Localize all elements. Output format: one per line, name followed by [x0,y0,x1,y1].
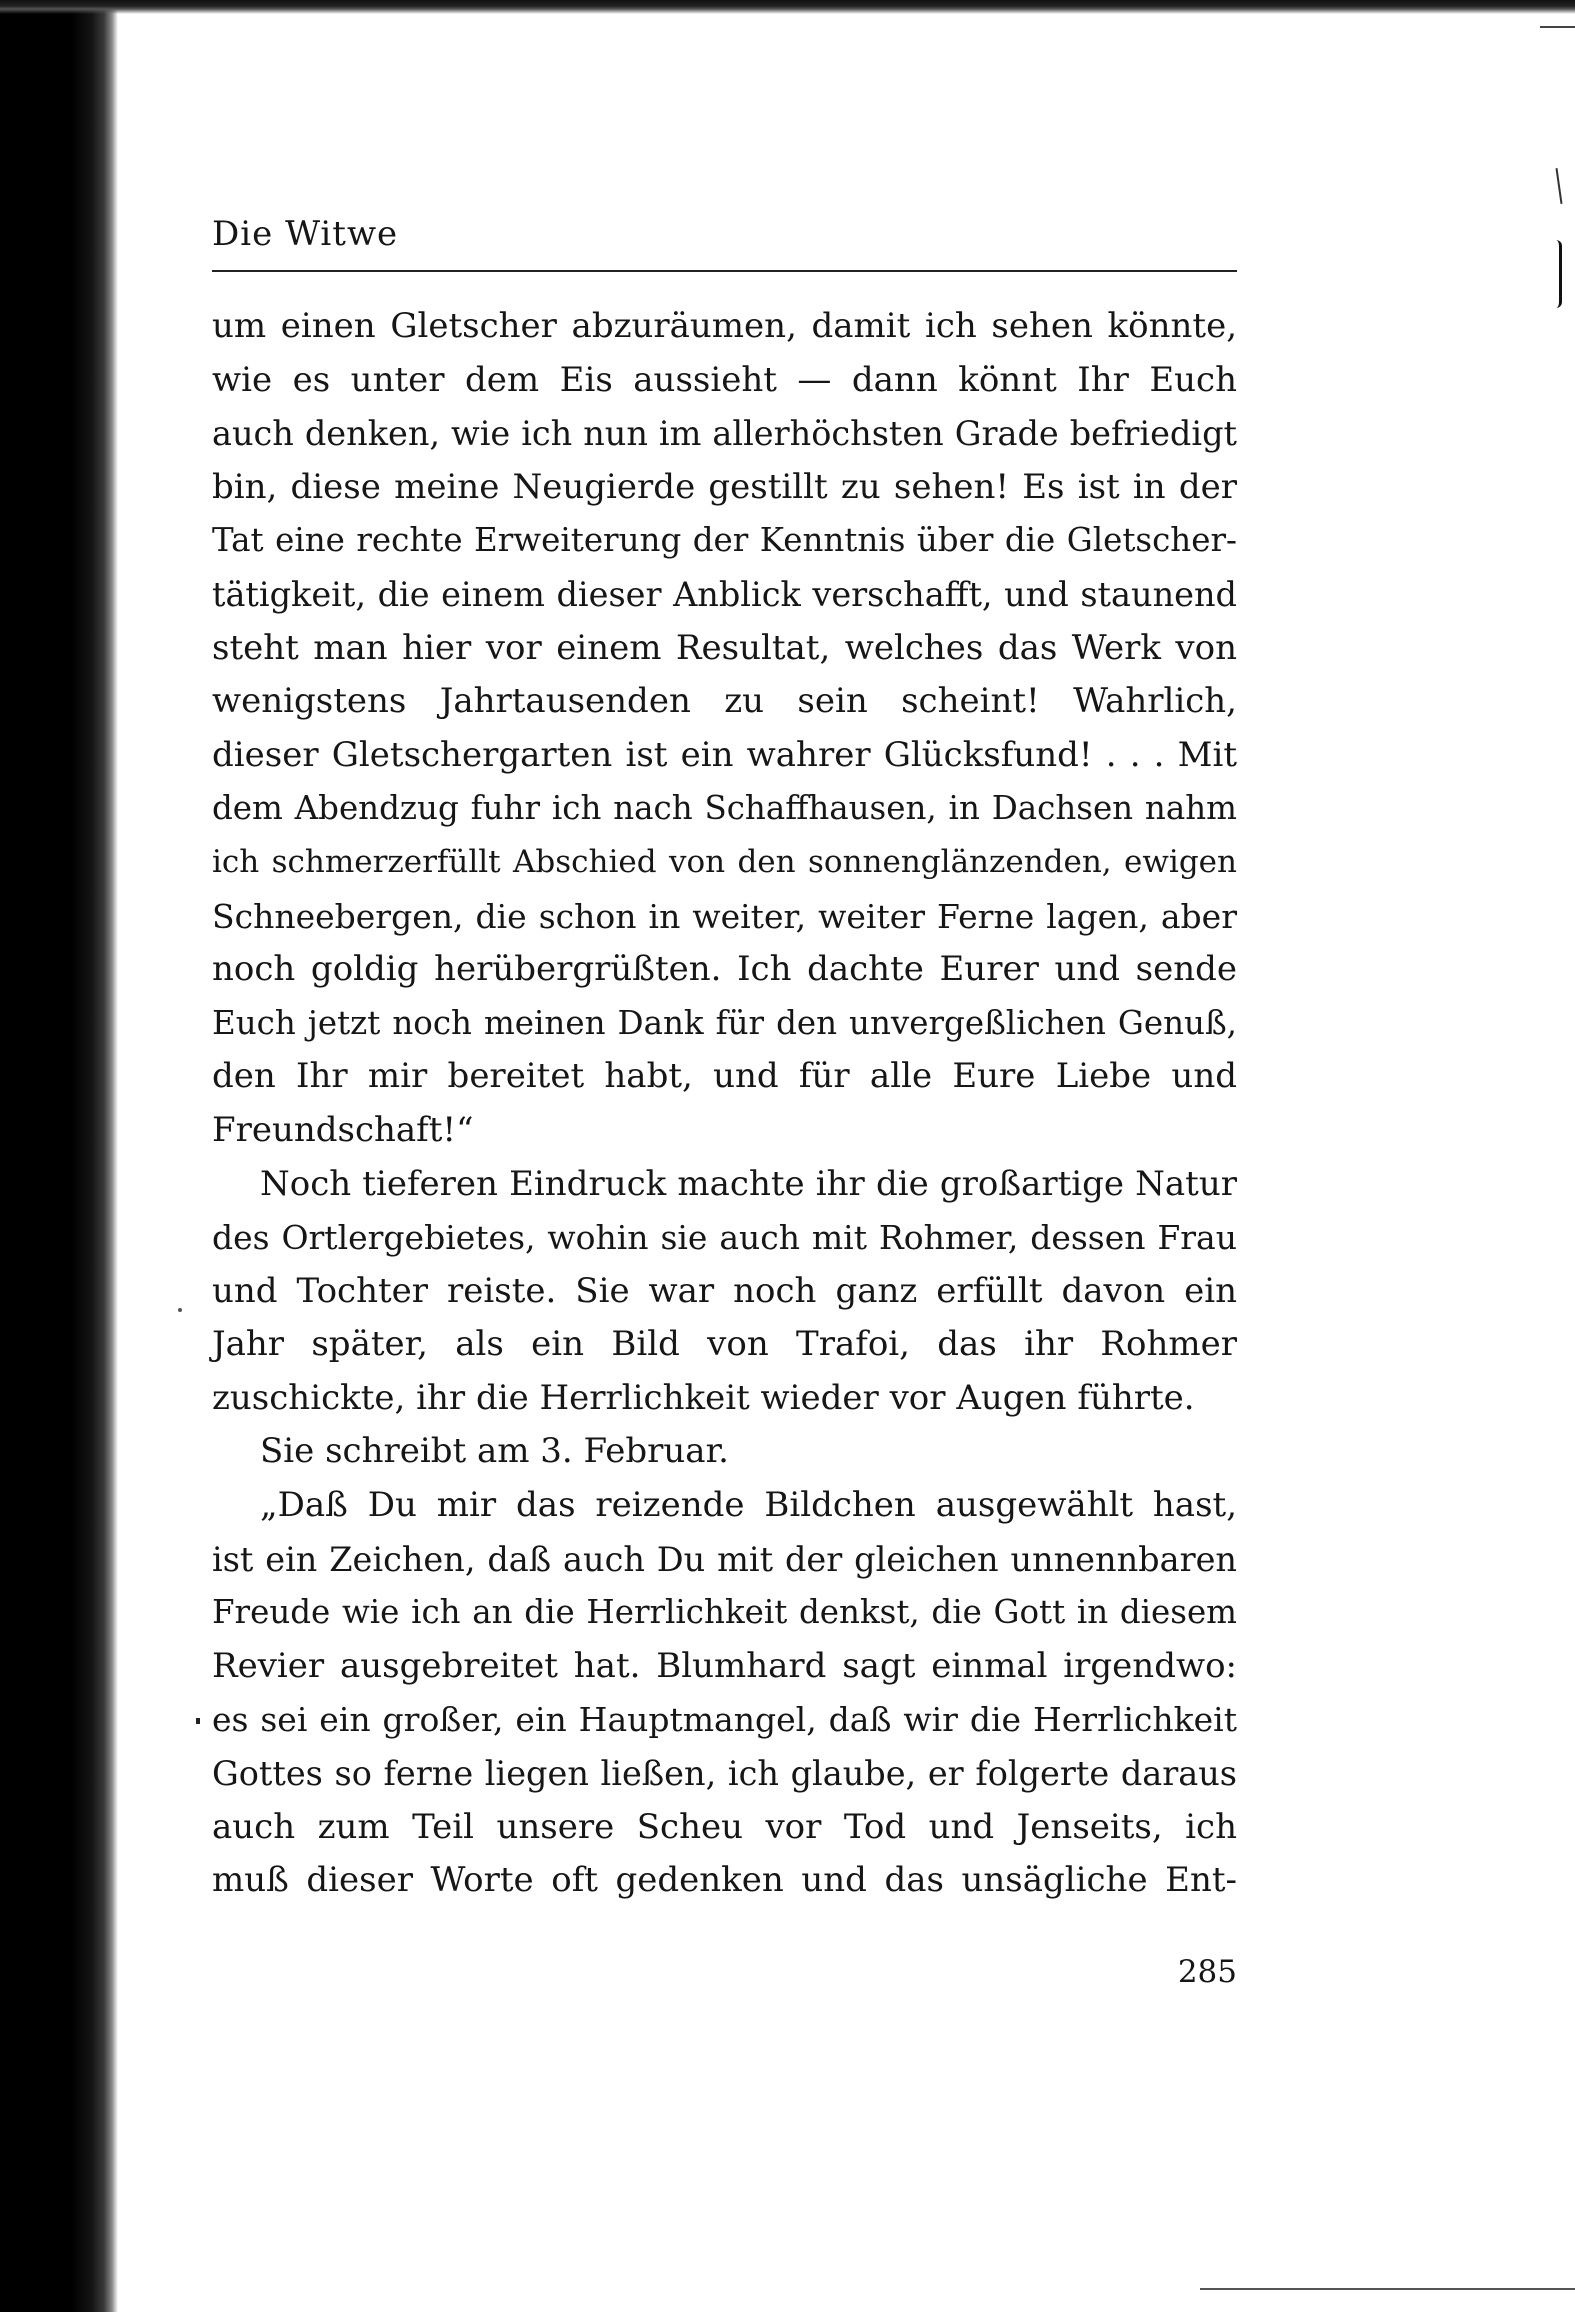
text-line: dem Abendzug fuhr ich nach Schaffhausen, in Dachsen nahm [212,789,1237,828]
text-line: tätigkeit, die einem dieser Anblick verschafft, und staunend [212,574,1237,614]
text-line: Sie schreibt am 3. Februar. [260,1431,729,1472]
text-line: auch zum Teil unsere Scheu vor Tod und Jenseits, ich [212,1806,1237,1847]
text-line: Noch tieferen Eindruck machte ihr die großartige Natur [260,1163,1237,1204]
text-line: auch denken, wie ich nun im allerhöchsten Grade befriedigt [212,414,1237,454]
page-top-edge [0,0,1575,14]
text-line: Revier ausgebreitet hat. Blumhard sagt einmal irgendwo: [212,1645,1237,1686]
body-text [212,300,1237,1908]
text-line: Tat eine rechte Erweiterung der Kenntnis über die Gletscher- [212,521,1237,560]
text-line: Jahr später, als ein Bild von Trafoi, das ihr Rohmer [212,1324,1237,1365]
book-binding-shadow [0,0,118,2312]
text-line: zuschickte, ihr die Herrlichkeit wieder vor Augen führte. [212,1377,1195,1418]
text-line: steht man hier vor einem Resultat, welches das Werk von [212,627,1237,668]
text-line: wie es unter dem Eis aussieht — dann könnt Ihr Euch [212,359,1237,400]
scan-bottom-edge-mark [1200,2288,1575,2290]
text-line: dieser Gletschergarten ist ein wahrer Glücksfund! . . . Mit [212,734,1237,775]
text-line: ist ein Zeichen, daß auch Du mit der gleichen unnennbaren [212,1539,1237,1579]
margin-tick-mark [196,1718,200,1724]
text-line: es sei ein großer, ein Hauptmangel, daß wir die Herrlichkeit [212,1700,1237,1740]
scan-speck [178,1308,182,1312]
running-head: Die Witwe [212,214,399,254]
text-line: des Ortlergebietes, wohin sie auch mit Rohmer, dessen Frau [212,1218,1237,1258]
text-line: um einen Gletscher abzuräumen, damit ich sehen könnte, [212,306,1237,346]
text-line: den Ihr mir bereitet habt, und für alle Eure Liebe und [212,1056,1237,1097]
text-line: bin, diese meine Neugierde gestillt zu sehen! Es ist in der [212,466,1237,507]
text-line: Gottes so ferne liegen ließen, ich glaube, er folgerte daraus [212,1754,1237,1794]
text-line: ich schmerzerfüllt Abschied von den sonnenglänzenden, ewigen [212,843,1237,880]
text-line: „Daß Du mir das reizende Bildchen ausgewählt hast, [260,1485,1237,1526]
text-line: Euch jetzt noch meinen Dank für den unvergeßlichen Genuß, [212,1003,1237,1042]
text-line: wenigstens Jahrtausenden zu sein scheint! Wahrlich, [212,681,1237,722]
text-line: Freude wie ich an die Herrlichkeit denkst, die Gott in diesem [212,1593,1237,1632]
header-rule [212,270,1237,272]
margin-pencil-mark [1556,168,1563,204]
text-line: Freundschaft!“ [212,1109,474,1150]
text-line: Schneebergen, die schon in weiter, weiter Ferne lagen, aber [212,896,1237,936]
margin-bracket-mark [1556,240,1562,308]
page-number: 285 [1177,1954,1237,1990]
scan-edge-mark [1540,26,1575,28]
text-line: noch goldig herübergrüßten. Ich dachte Eurer und sende [212,949,1237,990]
text-line: und Tochter reiste. Sie war noch ganz erfüllt davon ein [212,1270,1237,1311]
text-line: muß dieser Worte oft gedenken und das unsägliche Ent- [212,1860,1237,1901]
